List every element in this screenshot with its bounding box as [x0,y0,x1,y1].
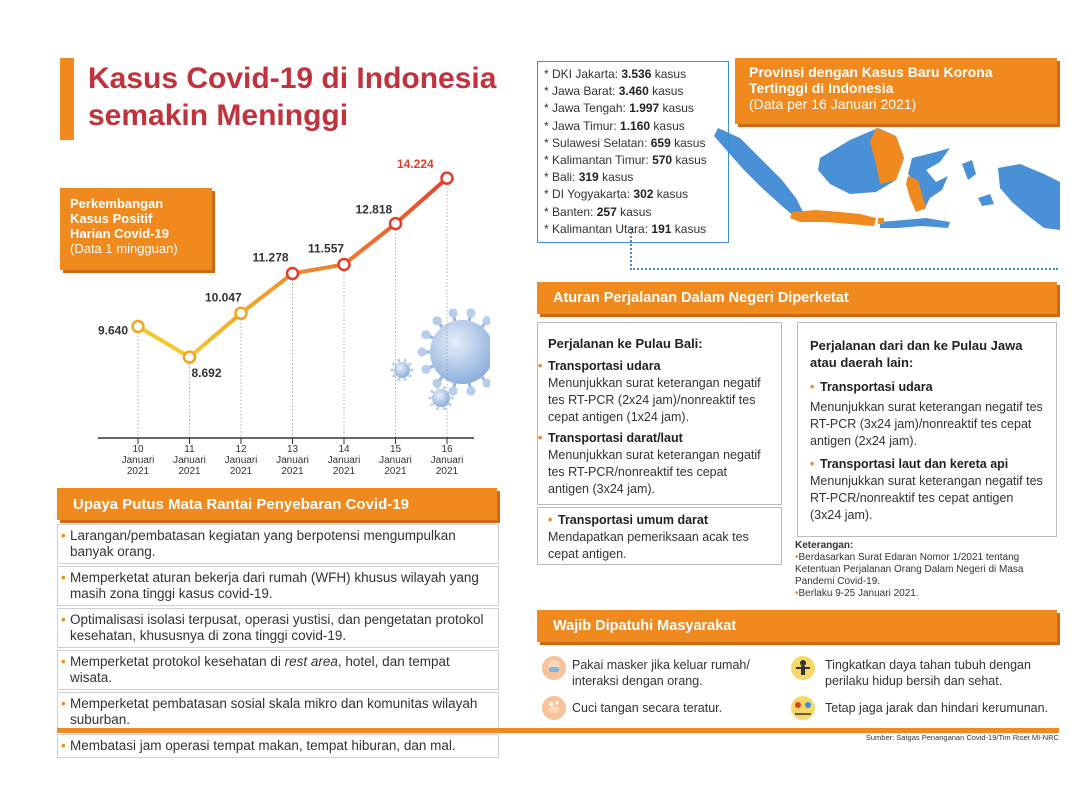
jawa-laut-text: Menunjukkan surat keterangan negatif tes RT-PCR/nonreaktif tes cepat antigen (3x24 jam). [810,474,1043,522]
province-unit: kasus [648,84,684,99]
province-unit: kasus [616,204,652,219]
keterangan-text: Berlaku 9-25 Januari 2021. [798,588,919,599]
map-maluku [962,160,994,206]
province-unit: kasus [598,170,634,185]
caption-line2: Kasus Positif [70,211,153,226]
x-tick-label: 11 [184,444,195,455]
x-tick-label: 15 [389,444,402,455]
province-unit: kasus [653,187,689,202]
wajib-header: Wajib Dipatuhi Masyarakat [537,610,1057,642]
x-tick-label: 12 [235,444,247,455]
health-icon [791,656,815,680]
x-tick-label: 2021 [332,466,356,477]
line-chart [90,140,490,485]
virus-icon-large [417,308,490,395]
x-tick-label: 2021 [126,466,150,477]
wajib-item: Tingkatkan daya tahan tubuh dengan perilaku hidup bersih dan sehat. [825,658,1031,688]
list-item: • Memperketat pembatasan sosial skala mikro dan komunitas wilayah suburban. [57,692,499,732]
keterangan [795,540,1060,600]
province-value: 319 [578,170,599,185]
map-java [790,210,876,226]
province-item: * Bali: 319 kasus [544,170,634,185]
province-name: Jawa Tengah: [552,101,630,116]
province-name: Kalimantan Timur: [552,153,653,168]
province-unit: kasus [670,135,706,150]
keterangan-title: Keterangan: [795,540,854,551]
province-value: 191 [651,221,672,236]
list-item: • Optimalisasi isolasi terpusat, operasi yustisi, dan pengetatan protokol kesehatan, khususnya di zona tinggi covid-19. [57,608,499,648]
jawa-title: Perjalanan dari dan ke Pulau Jawa atau daerah lain: [810,338,1023,370]
keterangan-item: •Berlaku 9-25 Januari 2021. [795,588,919,599]
data-point [390,218,401,229]
data-label: 11.278 [252,250,289,265]
indonesia-map [700,118,1060,238]
wajib-item: Cuci tangan secara teratur. [572,701,723,715]
list-item [57,650,499,690]
data-label: 10.047 [205,290,242,305]
province-item: * Sulawesi Selatan: 659 kasus [544,135,706,150]
province-value: 1.160 [620,118,651,133]
list-item: • Larangan/pembatasan kegiatan yang berpotensi mengumpulkan banyak orang. [57,524,499,564]
jawa-laut-title: • Transportasi laut dan kereta api [810,456,1044,473]
x-tick-label: Januari [121,455,155,466]
mask-icon [542,656,566,680]
province-item: * Jawa Barat: 3.460 kasus [544,84,684,99]
province-name: DKI Jakarta: [552,67,622,81]
caption-line3: Harian Covid-19 [70,226,169,241]
data-point [184,352,195,363]
bali-udara-title: • Transportasi udara [538,358,771,375]
province-item: * Kalimantan Utara: 191 kasus [544,221,707,236]
province-unit: kasus [650,118,685,133]
data-point [442,173,453,184]
list-item: • Memperketat aturan bekerja dari rumah (WFH) khusus wilayah yang masih zona tinggi kasus covid-19. [57,566,499,606]
province-value: 257 [596,204,617,219]
x-tick-label: Januari [327,455,361,466]
keterangan-text: Berdasarkan Surat Edaran Nomor 1/2021 tentang Ketentuan Perjalanan Orang Dalam Negeri di Masa Pandemi Covid-19. [795,552,1024,587]
province-header-line3: (Data per 16 Januari 2021) [749,96,917,112]
title-accent-bar [60,58,74,140]
province-header-line1: Provinsi dengan Kasus Baru Korona [749,64,993,80]
x-tick-label: 16 [441,444,453,455]
data-point [236,308,247,319]
data-label: 8.692 [191,366,222,381]
province-item: * Jawa Timur: 1.160 kasus [544,118,685,133]
upaya-list [57,524,499,760]
bali-darat-title: • Transportasi darat/laut [538,430,771,447]
province-item: * Kalimantan Timur: 570 kasus [544,153,707,168]
bali-umum-title: • Transportasi umum darat [548,512,771,529]
x-tick-label: Januari [173,455,206,466]
map-bali [878,218,884,224]
bali-umum-box [537,507,782,565]
province-item: * DKI Jakarta: 3.536 kasus [544,67,687,81]
x-tick-label: 10 [132,444,144,455]
caption-line4: (Data 1 mingguan) [70,241,178,256]
x-tick-label: 2021 [435,466,459,477]
source-credit: Sumber: Satgas Penanganan Covid-19/Tim Riset MI-NRC [865,733,1059,742]
bali-umum-text: Mendapatkan pemeriksaan acak tes cepat antigen. [548,530,749,561]
province-header [735,58,1057,124]
province-list [537,61,729,243]
upaya-header: Upaya Putus Mata Rantai Penyebaran Covid-19 [57,488,497,520]
province-unit: kasus [651,67,687,81]
aturan-header: Aturan Perjalanan Dalam Negeri Diperketat [537,282,1057,314]
jawa-udara-title: • Transportasi udara [810,379,1044,396]
province-name: Bali: [552,170,579,185]
province-item: * Jawa Tengah: 1.997 kasus [544,101,694,116]
x-tick-label: 2021 [384,466,407,477]
province-name: Banten: [552,204,597,219]
x-tick-label: Januari [379,455,412,466]
province-value: 302 [633,187,654,202]
province-name: DI Yogyakarta: [552,187,634,202]
province-name: Jawa Timur: [552,118,621,133]
x-tick-label: 2021 [281,466,304,477]
x-tick-label: 2021 [229,466,253,477]
province-name: Jawa Barat: [552,84,619,99]
data-label: 11.557 [308,241,345,256]
x-tick-label: 13 [286,444,299,455]
province-header-line2: Tertinggi di Indonesia [749,80,894,96]
caption-line1: Perkembangan [70,196,164,211]
wajib-item: Tetap jaga jarak dan hindari kerumunan. [825,701,1049,715]
data-label: 9.640 [98,323,129,338]
virus-illustration [391,308,491,410]
title-line2: semakin Meninggi [88,99,349,132]
data-label: 14.224 [397,157,434,172]
list-item-text: Memperketat protokol kesehatan di [70,654,285,669]
x-tick-label: Januari [224,455,258,466]
distance-icon [791,696,815,720]
data-point [287,268,298,279]
list-item: • Membatasi jam operasi tempat makan, tempat hiburan, dan mal. [57,734,499,758]
list-item-italic: rest area [284,654,338,669]
jawa-rules-box [797,322,1057,537]
bali-darat-text: Menunjukkan surat keterangan negatif tes RT-PCR/nonreaktif tes cepat antigen (3x24 jam). [548,448,761,496]
province-unit: kasus [659,101,694,116]
bali-udara-text: Menunjukkan surat keterangan negatif tes RT-PCR (2x24 jam)/nonreaktif tes cepat antigen (1x24 jam). [548,376,761,424]
x-tick-label: 14 [338,444,350,455]
province-value: 3.460 [618,84,649,99]
province-unit: kasus [671,221,707,236]
data-point [339,259,350,270]
map-papua [998,164,1060,230]
keterangan-item: •Berdasarkan Surat Edaran Nomor 1/2021 tentang Ketentuan Perjalanan Orang Dalam Negeri di Masa Pandemi Covid-19. [795,552,1024,587]
bali-rules-box [537,322,782,505]
data-label: 12.818 [355,202,393,217]
map-nusa-tenggara [880,218,950,228]
province-value: 3.536 [621,67,652,81]
virus-icon-small [391,359,414,381]
data-point [133,321,144,332]
province-value: 1.997 [629,101,660,116]
wajib-item: Pakai masker jika keluar rumah/ interaksi dengan orang. [572,658,750,688]
province-unit: kasus [672,153,707,168]
province-item: * DI Yogyakarta: 302 kasus [544,187,689,202]
list-item-text: , hotel, dan tempat wisata. [70,654,450,685]
title-line1: Kasus Covid-19 di Indonesia [88,62,497,95]
province-item: * Banten: 257 kasus [544,204,652,219]
jawa-udara-text: Menunjukkan surat keterangan negatif tes RT-PCR (3x24 jam)/nonreaktif tes cepat antigen (2x24 jam). [810,400,1043,448]
x-tick-label: Januari [430,455,464,466]
handwash-icon [542,696,566,720]
province-name: Sulawesi Selatan: [552,135,651,150]
bali-title: Perjalanan ke Pulau Bali: [548,336,703,351]
x-tick-label: Januari [276,455,309,466]
province-value: 570 [652,153,673,168]
province-value: 659 [650,135,671,150]
province-name: Kalimantan Utara: [552,221,652,236]
x-tick-label: 2021 [178,466,201,477]
page-title [88,60,496,134]
